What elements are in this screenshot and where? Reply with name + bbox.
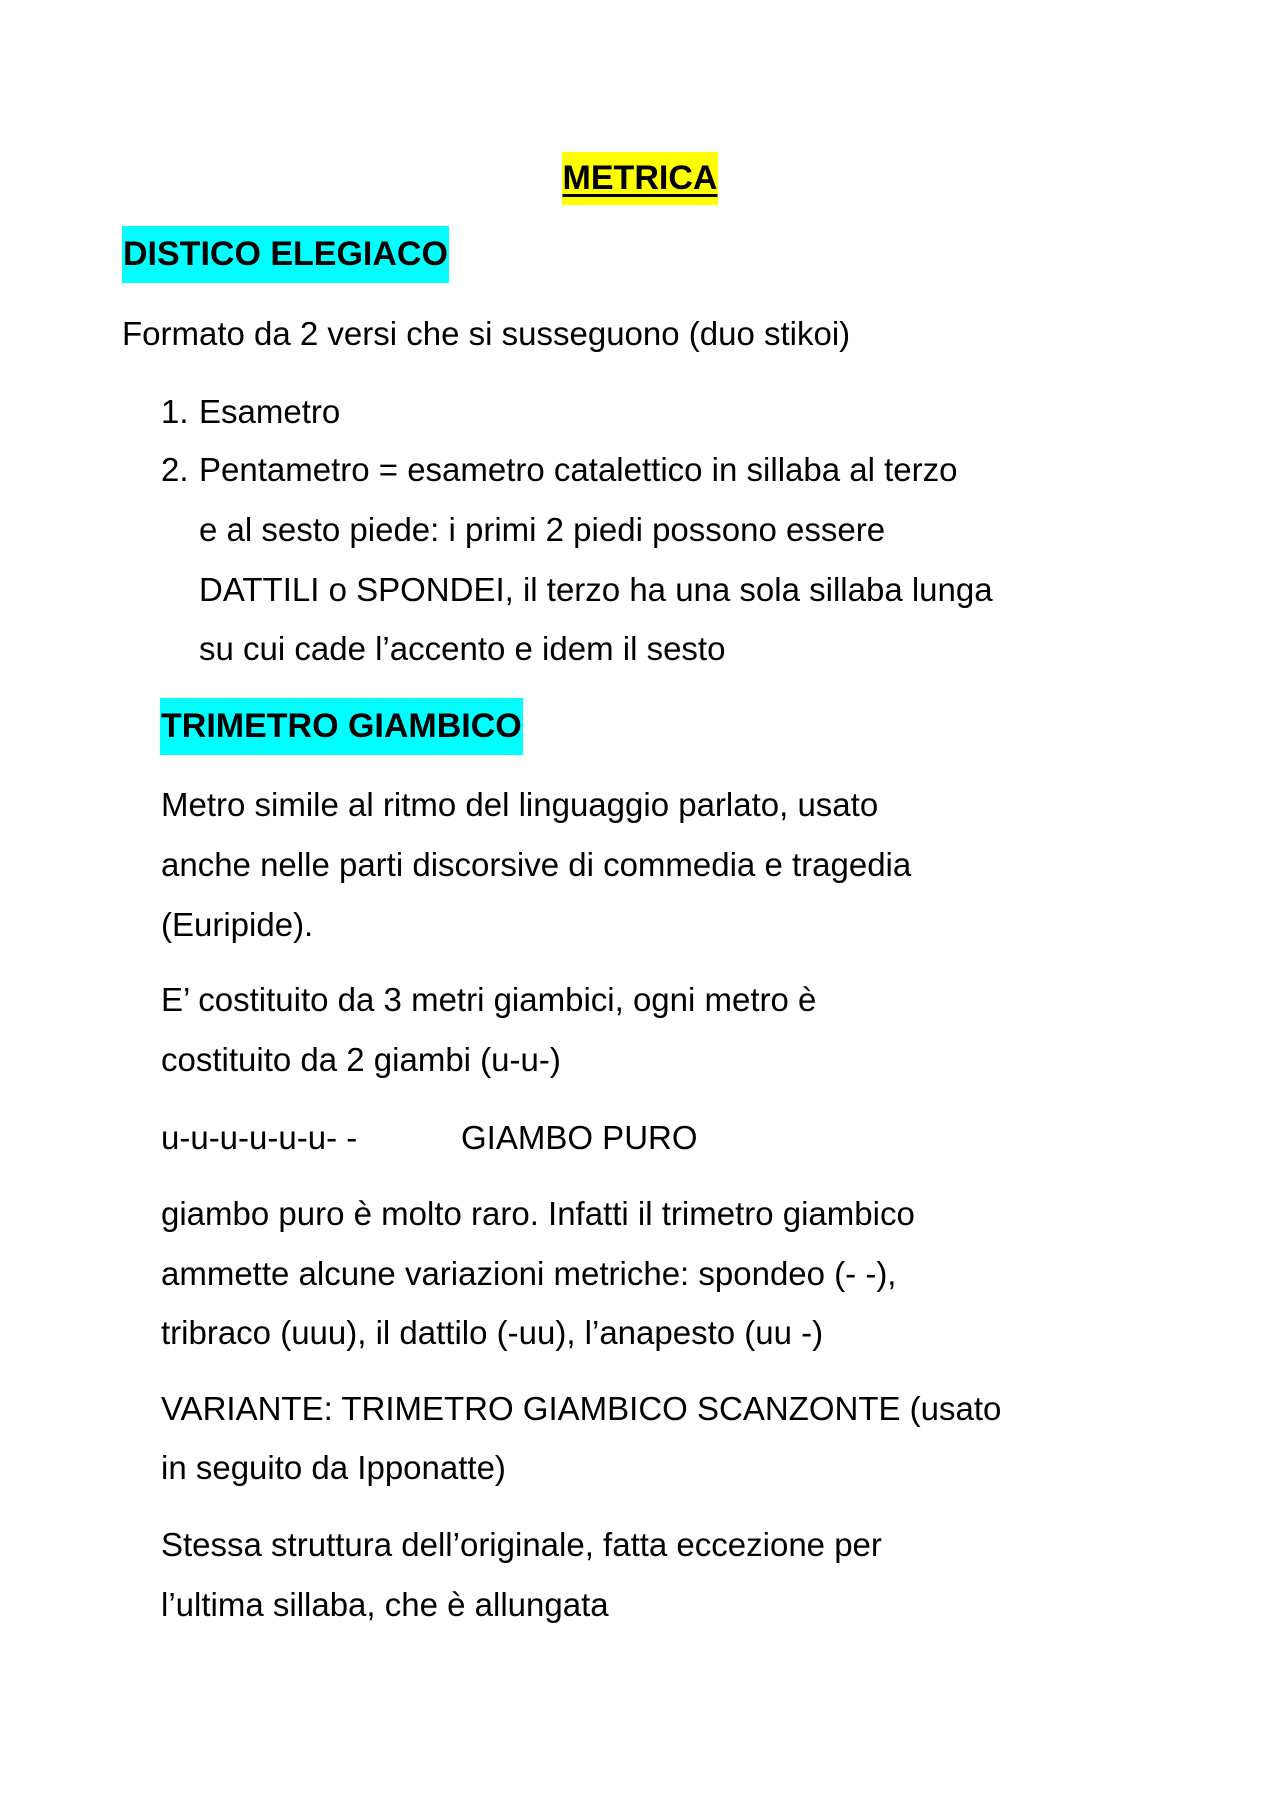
section-heading-distico: DISTICO ELEGIACO — [122, 226, 449, 283]
paragraph-line: tribraco (uuu), il dattilo (-uu), l’anapesto (uu -) — [161, 1314, 824, 1351]
metric-scheme-label: GIAMBO PURO — [461, 1119, 698, 1156]
paragraph-line: Metro simile al ritmo del linguaggio parlato, usato — [161, 786, 879, 823]
list-item-text: Esametro — [199, 393, 341, 430]
paragraph-line: costituito da 2 giambi (u-u-) — [161, 1041, 561, 1078]
list-item-text: DATTILI o SPONDEI, il terzo ha una sola sillaba lunga — [199, 571, 993, 608]
paragraph-line: in seguito da Ipponatte) — [161, 1449, 506, 1486]
metric-scheme: u-u-u-u-u-u- - — [161, 1119, 358, 1156]
paragraph-line: l’ultima sillaba, che è allungata — [161, 1586, 609, 1623]
section-heading-trimetro: TRIMETRO GIAMBICO — [160, 698, 523, 755]
list-number: 1. — [161, 393, 189, 430]
paragraph-line: VARIANTE: TRIMETRO GIAMBICO SCANZONTE (usato — [161, 1390, 1002, 1427]
list-number: 2. — [161, 451, 189, 488]
paragraph-line: Stessa struttura dell’originale, fatta eccezione per — [161, 1526, 882, 1563]
paragraph-line: E’ costituito da 3 metri giambici, ogni metro è — [161, 981, 817, 1018]
list-item-text: e al sesto piede: i primi 2 piedi possono essere — [199, 511, 886, 548]
list-item-text: Pentametro = esametro catalettico in sillaba al terzo — [199, 451, 958, 488]
paragraph-line: anche nelle parti discorsive di commedia e tragedia — [161, 846, 912, 883]
paragraph-line: (Euripide). — [161, 906, 314, 943]
list-item-text: su cui cade l’accento e idem il sesto — [199, 630, 726, 667]
document-title: METRICA — [0, 152, 1280, 205]
paragraph-intro: Formato da 2 versi che si susseguono (duo stikoi) — [122, 315, 851, 352]
paragraph-line: giambo puro è molto raro. Infatti il trimetro giambico — [161, 1195, 915, 1232]
paragraph-line: ammette alcune variazioni metriche: spondeo (- -), — [161, 1255, 897, 1292]
